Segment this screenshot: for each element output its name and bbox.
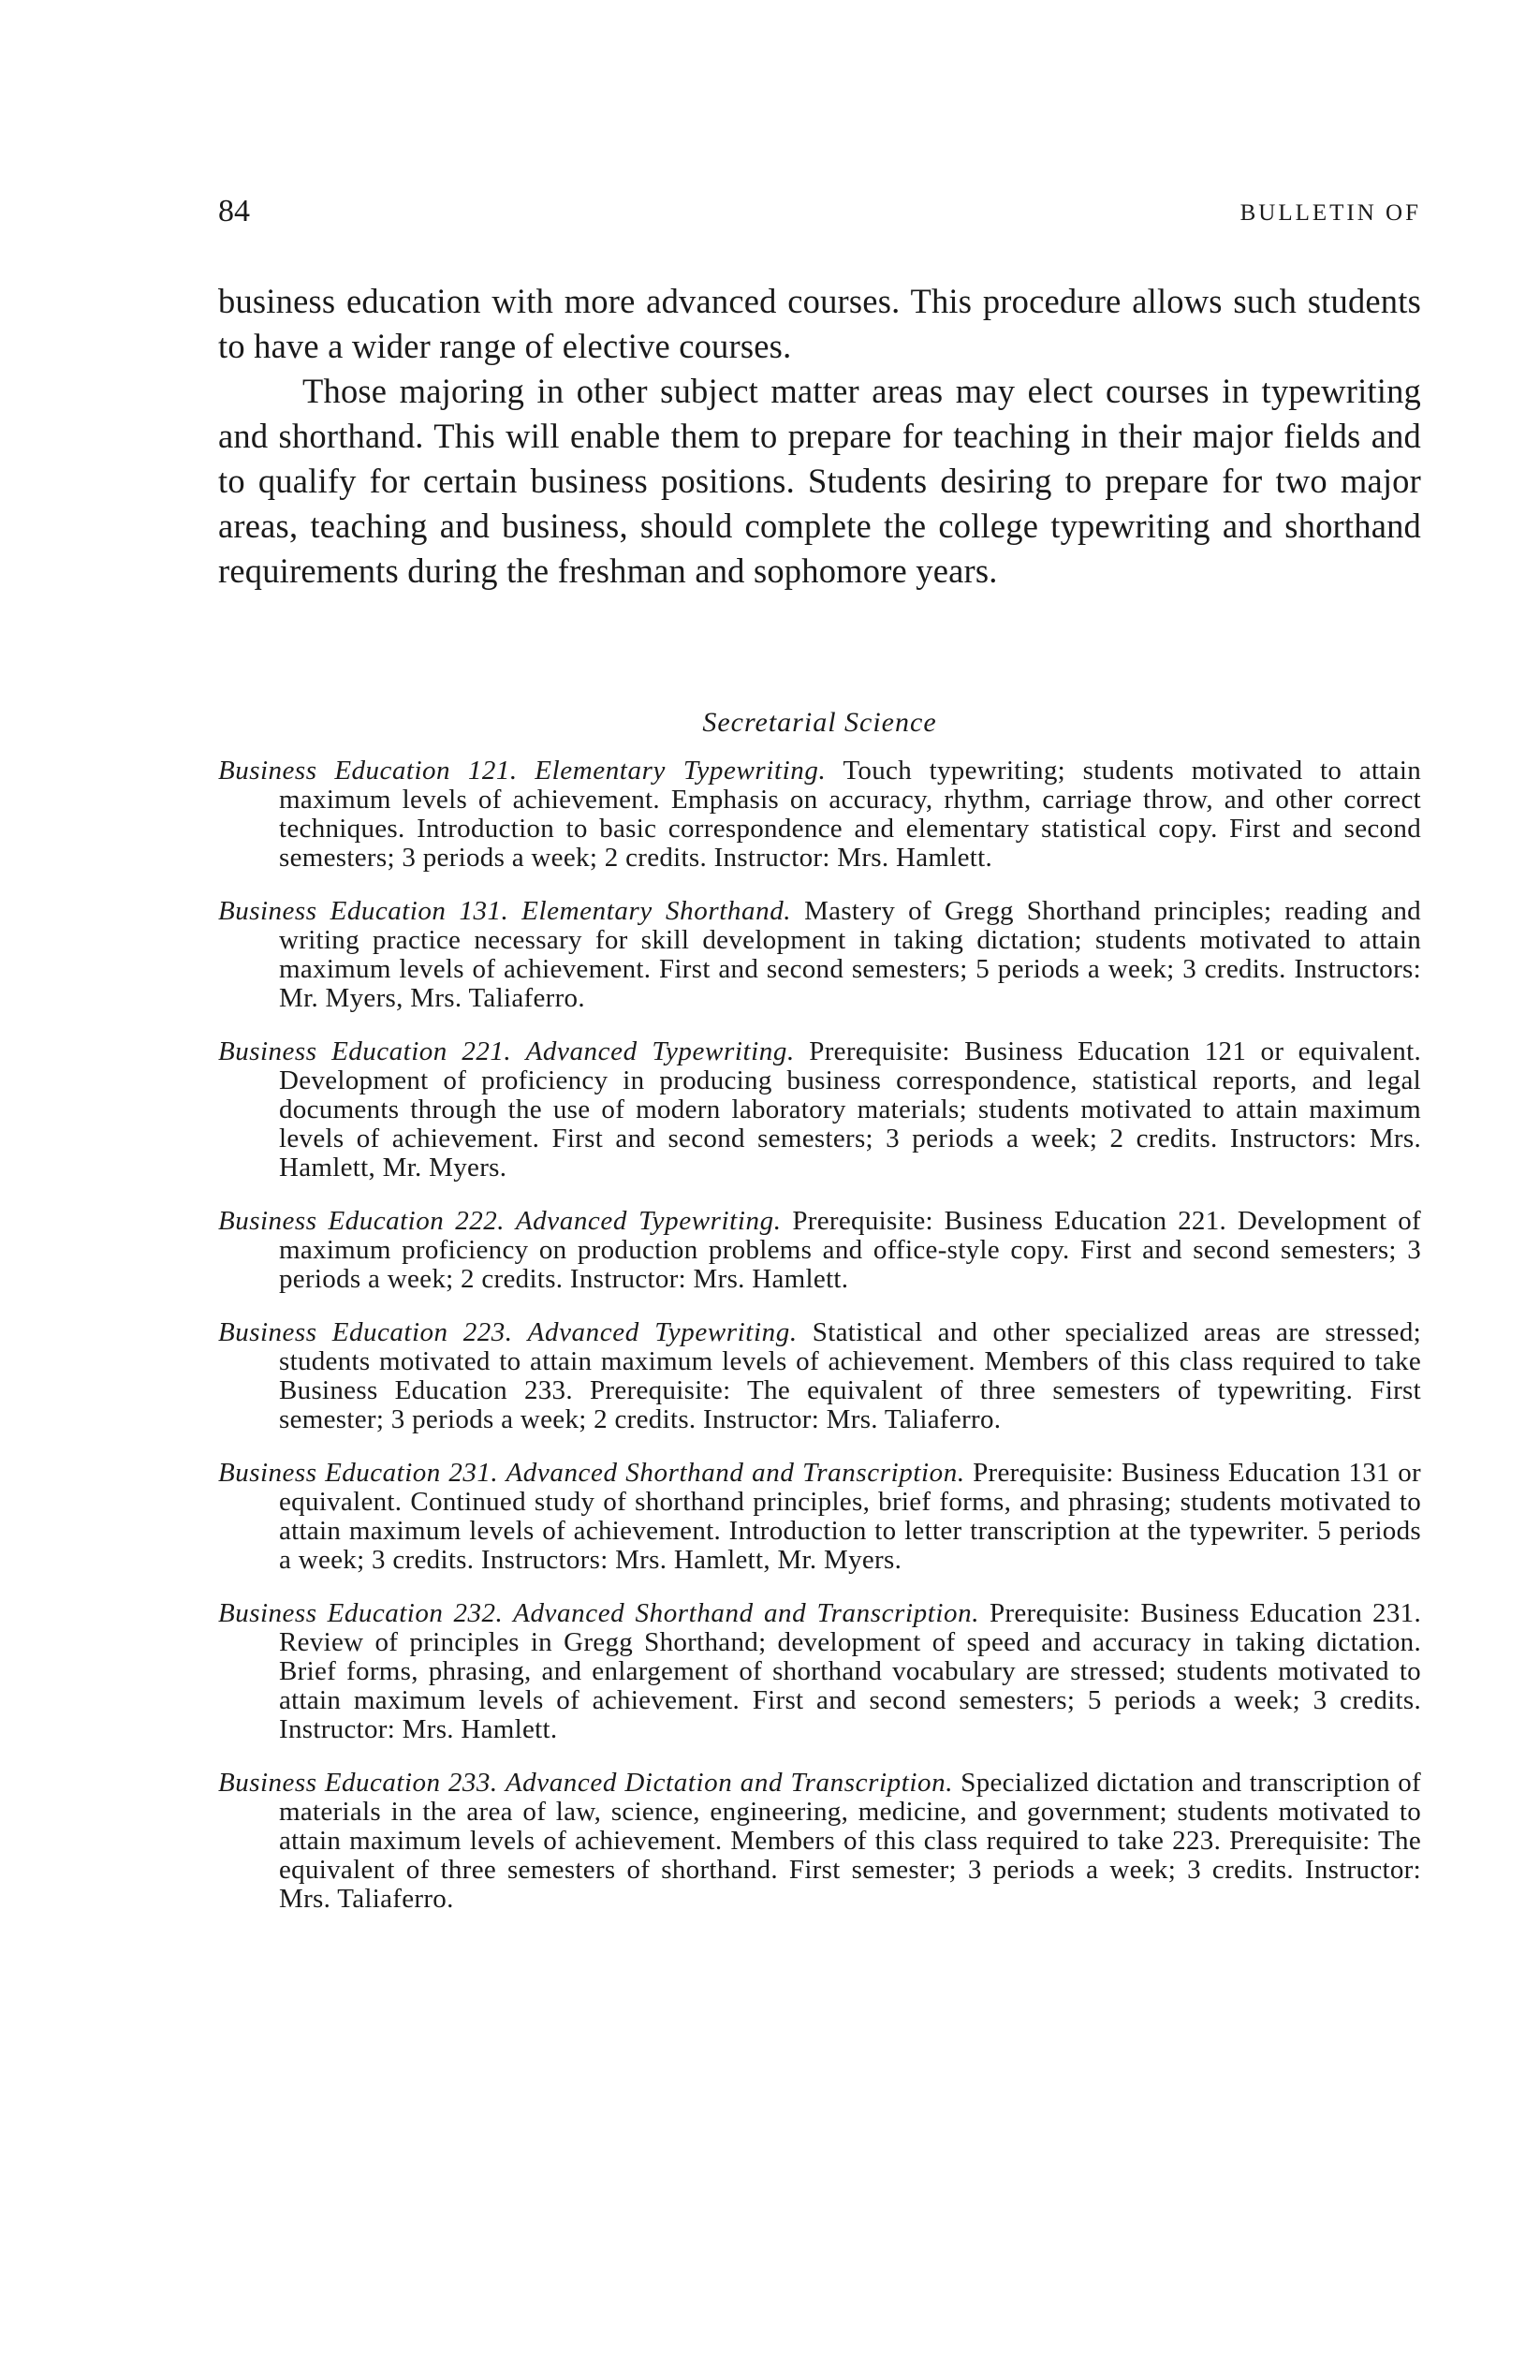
course-title: Advanced Typewriting. [525, 1036, 795, 1066]
course-description: Touch typewriting; students motivated to attain maximum levels of achievement. Emphasis on accuracy, rhythm, carriage throw, and other correct techniques. Introduction to basic correspondence and elementary statistical copy. First and second semesters; 3 periods a week; 2 credits. Instructor: Mrs. Hamlett. [279, 756, 1421, 873]
course-description: Mastery of Gregg Shorthand principles; reading and writing practice necessary for skill development in taking dictation; students motivated to attain maximum levels of achievement. First and second semesters; 5 periods a week; 3 credits. Instructors: Mr. Myers, Mrs. Taliaferro. [279, 896, 1421, 1013]
course-number: Business Education 121. [218, 756, 518, 786]
page-header [218, 193, 1421, 240]
course-entry-be-222 [218, 1207, 1421, 1294]
course-number: Business Education 231. [218, 1458, 499, 1488]
course-list [218, 757, 1421, 1938]
course-description: Prerequisite: Business Education 121 or equivalent. Development of proficiency in producing business correspondence, statistical reports, and legal documents through the use of modern laboratory materials; students motivated to attain maximum levels of achievement. First and second semesters; 3 periods a week; 2 credits. Instructors: Mrs. Hamlett, Mr. Myers. [279, 1036, 1422, 1183]
course-description: Prerequisite: Business Education 231. Review of principles in Gregg Shorthand; development of speed and accuracy in taking dictation. Brief forms, phrasing, and enlargement of shorthand vocabulary are stressed; students motivated to attain maximum levels of achievement. First and second semesters; 5 periods a week; 3 credits. Instructor: Mrs. Hamlett. [279, 1598, 1421, 1744]
course-entry-be-223 [218, 1318, 1421, 1434]
course-description: Specialized dictation and transcription of materials in the area of law, science, engineering, medicine, and government; students motivated to attain maximum levels of achievement. Members of this class required to take 223. Prerequisite: The equivalent of three semesters of shorthand. First semester; 3 periods a week; 3 credits. Instructor: Mrs. Taliaferro. [279, 1768, 1421, 1914]
course-title: Advanced Typewriting. [515, 1206, 782, 1236]
course-title: Advanced Shorthand and Transcription. [506, 1458, 965, 1488]
page-number: 84 [218, 194, 250, 228]
section-heading: Secretarial Science [702, 707, 937, 738]
course-description: Statistical and other specialized areas are stressed; students motivated to attain maximum levels of achievement. Members of this class required to take Business Education 233. Prerequisite: The equivalent of three semesters of typewriting. First semester; 3 periods a week; 2 credits. Instructor: Mrs. Taliaferro. [279, 1317, 1421, 1434]
course-title: Advanced Shorthand and Transcription. [513, 1598, 980, 1628]
course-entry-be-131 [218, 897, 1421, 1013]
course-description: Prerequisite: Business Education 131 or equivalent. Continued study of shorthand principles, brief forms, and phrasing; students motivated to attain maximum levels of achievement. Introduction to letter transcription at the typewriter. 5 periods a week; 3 credits. Instructors: Mrs. Hamlett, Mr. Myers. [279, 1458, 1421, 1575]
intro-paragraph-2: Those majoring in other subject matter areas may elect courses in typewriting and shorthand. This will enable them to prepare for teaching in their major fields and to qualify for certain business positions. Students desiring to prepare for two major areas, teaching and business, should complete the college typewriting and shorthand requirements during the freshman and sophomore years. [218, 372, 1421, 590]
course-number: Business Education 131. [218, 896, 509, 926]
course-entry-be-121 [218, 757, 1421, 873]
course-entry-be-231 [218, 1459, 1421, 1575]
course-title: Advanced Dictation and Transcription. [505, 1768, 954, 1798]
course-title: Advanced Typewriting. [527, 1317, 798, 1347]
course-number: Business Education 223. [218, 1317, 513, 1347]
course-number: Business Education 222. [218, 1206, 505, 1236]
course-entry-be-233 [218, 1769, 1421, 1914]
course-number: Business Education 221. [218, 1036, 512, 1066]
intro-paragraph-1: business education with more advanced courses. This procedure allows such students to have a wider range of elective courses. [218, 282, 1421, 365]
course-title: Elementary Typewriting. [535, 756, 827, 786]
course-entry-be-221 [218, 1037, 1421, 1183]
intro-text [218, 279, 1421, 594]
running-head: BULLETIN OF [1239, 200, 1421, 226]
course-entry-be-232 [218, 1599, 1421, 1744]
course-title: Elementary Shorthand. [521, 896, 792, 926]
course-number: Business Education 232. [218, 1598, 504, 1628]
course-description: Prerequisite: Business Education 221. Development of maximum proficiency on production problems and office-style copy. First and second semesters; 3 periods a week; 2 credits. Instructor: Mrs. Hamlett. [279, 1206, 1421, 1294]
course-number: Business Education 233. [218, 1768, 498, 1798]
